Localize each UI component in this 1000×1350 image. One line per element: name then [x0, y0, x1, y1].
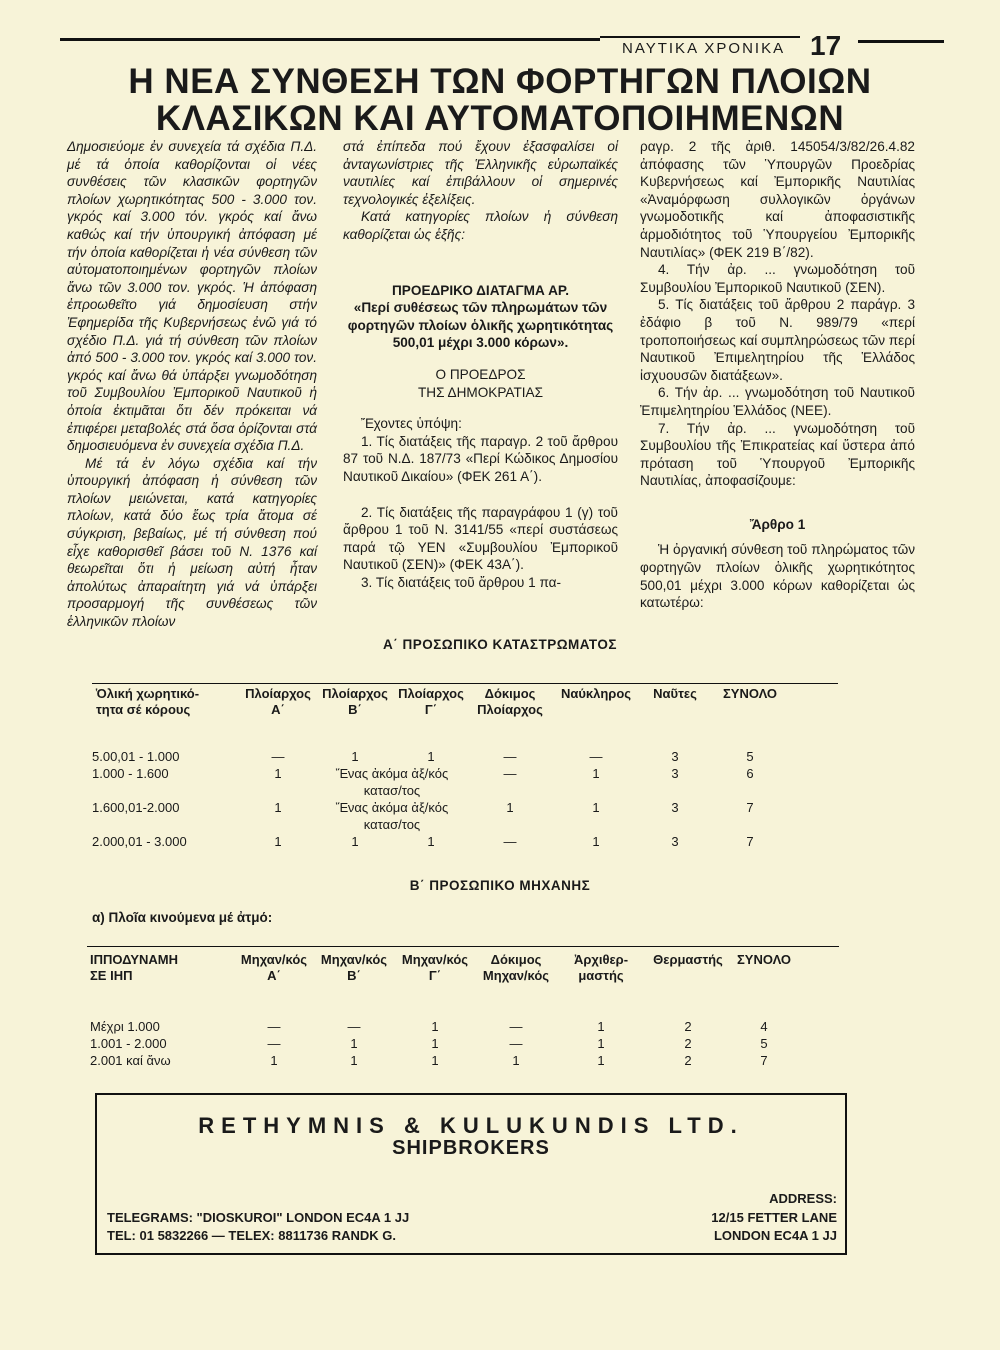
header-captain-a-2: Α΄ — [271, 702, 285, 717]
row-range: 2.001 καί ἄνω — [90, 1053, 171, 1068]
header-engineer-b-2: Β΄ — [347, 968, 361, 983]
table-row — [90, 1052, 838, 1069]
table-row — [92, 799, 838, 833]
cell: — — [503, 749, 517, 764]
header-rule-right — [858, 40, 944, 43]
header-engineer-c: Μηχαν/κός — [401, 952, 469, 967]
president-line-2: ΤΗΣ ΔΗΜΟΚΡΑΤΙΑΣ — [417, 384, 544, 400]
cell-merged: Ἕνας ἀκόμα ἀξ/κός — [335, 766, 449, 781]
cell: — — [509, 1019, 523, 1034]
cell: 5 — [746, 749, 754, 764]
header-horsepower: ΙΠΠΟΔΥΝΑΜΗ — [90, 952, 178, 967]
table-b-title: Β΄ ΠΡΟΣΩΠΙΚΟ ΜΗΧΑΝΗΣ — [409, 878, 591, 893]
cell: 3 — [671, 749, 679, 764]
column-1 — [67, 138, 317, 631]
cell: 1 — [597, 1019, 605, 1034]
cell: — — [589, 749, 603, 764]
decree-item-4: 4. Τήν ἀρ. ... γνωμοδότηση τοῦ Συμβουλίου Ἐμπορικοῦ Ναυτικοῦ (ΣΕΝ). — [640, 262, 915, 295]
row-range: Μέχρι 1.000 — [90, 1019, 160, 1034]
col1-paragraph-1: Δημοσιεύομε ἐν συνεχεία τά σχέδια Π.Δ. μέ τά ὁποία καθορίζονται οἱ νέες συνθέσεις τῶν κλασικῶν φορτηγῶν πλοίων χωρητικότητας 500 - 3.000 τον. γκρός καί 3.000 τόν. γκρός καί ἄνω καθώς καί τήν ὑπουργική ἀπόφαση μέ τήν ὁποία καθορίζεται ἡ νέα σύνθεση τῶν αὐτοματοποιημένων φορτηγῶν πλοίων ἄνω τῶν 3.000 τον. γκρός. Ἡ ἀπόφαση ἐπροωθεῖτο γιά δημοσίευση στήν Ἐφημερίδα τῆς Κυβερνήσεως ἐνῶ γιά τό σχέδιο Π.Δ. γιά τή σύνθεση τῶν πλοίων ἀπό 500 - 3.000 τον. γκρός καί 3.000 τον. γκρός καί ἄνω θά ὑπάρξει γνωμοδότηση τοῦ Συμβουλίου Ἐμπορικοῦ Ναυτικοῦ ἡ ὁποία ἐκτιμᾶται ὅτι δέν πρόκειται νά ἐπιφέρει μεταβολές στά ὅσα ὁρίζονται στά δημοσιευόμενα ἐν συνεχεία σχέδια Π.Δ. — [67, 139, 317, 454]
header-rule-mid — [600, 36, 800, 38]
cell: 1 — [274, 766, 282, 781]
header-total: ΣΥΝΟΛΟ — [722, 686, 778, 701]
column-2 — [343, 138, 618, 591]
cell: — — [267, 1036, 281, 1051]
header-total: ΣΥΝΟΛΟ — [736, 952, 792, 967]
cell: 1 — [350, 1036, 358, 1051]
header-captain-c-2: Γ΄ — [424, 702, 438, 717]
table-a-top-rule — [92, 683, 838, 684]
decree-item-7: 7. Τήν ἀρ. ... γνωμοδότηση τοῦ Συμβουλίου τῆς Ἐπικρατείας καί ὕστερα ἀπό πρόταση τοῦ Ὑπουργοῦ Ἐμπορικῆς Ναυτιλίας, ἀποφασίζουμε: — [640, 420, 915, 489]
decree-subtitle: «Περί συθέσεως τῶν πληρωμάτων τῶν φορτηγῶν πλοίων ὁλικῆς χωρητικότητας 500,01 μέχρι 3.000 κόρων». — [347, 300, 614, 351]
header-engineer-a: Μηχαν/κός — [240, 952, 308, 967]
header-engineer-c-2: Γ΄ — [428, 968, 442, 983]
cell: 2 — [684, 1036, 692, 1051]
cell: 1 — [351, 834, 359, 849]
cell: 1 — [351, 749, 359, 764]
header-boatswain: Ναύκληρος — [560, 686, 632, 701]
ad-address-label: ADDRESS: — [769, 1191, 837, 1206]
decree-item-2: 2. Τίς διατάξεις τῆς παραγράφου 1 (γ) τοῦ ἄρθρου 1 τοῦ Ν. 3141/55 «περί συστάσεως παρά τῷ ΥΕΝ «Συμβουλίου Ἐμπορικοῦ Ναυτικοῦ (ΣΕΝ)» (ΦΕΚ 43Α΄). — [343, 504, 618, 573]
cell: 2 — [684, 1053, 692, 1068]
col1-paragraph-2: Μέ τά ἐν λόγω σχέδια καί τήν ὑπουργική ἀπόφαση ἡ σύνθεση τῶν πλοίων μειώνεται, κατά κατηγορίες πλοίων, κατά δύο ἕως τρία ἄτομα σέ σύγκριση, βεβαίως, μέ τή σύνθεση πού εἶχε καθορισθεῖ βάσει τοῦ Ν. 1376 καί θεωρεῖται ὅτι ἡ μείωση αὐτή ἦταν ἀπολύτως ἀπαραίτητη γιά νά ὑπάρξει προσαρμογή τῆς συνθέσεως τῶν ἑλληνικῶν πλοίων — [67, 455, 317, 630]
cell: 3 — [671, 766, 679, 781]
cell: 1 — [427, 749, 435, 764]
row-range: 1.000 - 1.600 — [92, 766, 169, 781]
header-captain-b-2: Β΄ — [348, 702, 362, 717]
decree-item-6: 6. Τήν ἀρ. ... γνωμοδότηση τοῦ Ναυτικοῦ Ἐπιμελητηρίου Ἑλλάδος (ΝΕΕ). — [640, 385, 915, 418]
title-line-1: Η ΝΕΑ ΣΥΝΘΕΣΗ ΤΩΝ ΦΟΡΤΗΓΩΝ ΠΛΟΙΩΝ — [128, 62, 872, 101]
advertisement-box — [95, 1093, 847, 1255]
row-range: 2.000,01 - 3.000 — [92, 834, 187, 849]
table-a-title: Α΄ ΠΡΟΣΩΠΙΚΟ ΚΑΤΑΣΤΡΩΜΑΤΟΣ — [382, 637, 618, 652]
article-1-title: Ἄρθρο 1 — [749, 516, 806, 532]
cell: 1 — [431, 1053, 439, 1068]
cell: — — [271, 749, 285, 764]
ad-company-name: RETHYMNIS & KULUKUNDIS LTD. — [198, 1113, 744, 1138]
decree-item-1: 1. Τίς διατάξεις τῆς παραγρ. 2 τοῦ ἄρθρου 87 τοῦ Ν.Δ. 187/73 «Περί Κώδικος Δημοσίου Ναυτικοῦ Δικαίου» (ΦΕΚ 261 Α΄). — [343, 433, 618, 484]
cell: 1 — [597, 1053, 605, 1068]
having-considered: Ἔχοντες ὑπόψη: — [361, 416, 462, 432]
header-tonnage-2: τητα σέ κόρους — [96, 702, 191, 717]
cell: 3 — [671, 834, 679, 849]
header-captain-c: Πλοίαρχος — [398, 686, 464, 701]
cell: 3 — [671, 800, 679, 815]
ad-telegrams: TELEGRAMS: "DIOSKUROI" LONDON EC4A 1 JJ — [107, 1210, 410, 1225]
ad-address-line-2: LONDON EC4A 1 JJ — [713, 1228, 837, 1243]
table-b-top-rule — [87, 946, 839, 947]
header-cadet: Δόκιμος — [484, 686, 536, 701]
header-chief-stoker-2: μαστής — [578, 968, 624, 983]
header-captain-a: Πλοίαρχος — [245, 686, 311, 701]
cell: 1 — [270, 1053, 278, 1068]
cell: — — [347, 1019, 361, 1034]
ad-business-type: SHIPBROKERS — [392, 1137, 550, 1159]
table-b-subtitle: α) Πλοῖα κινούμενα μέ ἀτμό: — [92, 910, 273, 925]
cell: 1 — [512, 1053, 520, 1068]
ad-address-line-1: 12/15 FETTER LANE — [711, 1210, 837, 1225]
cell: 2 — [684, 1019, 692, 1034]
cell: 1 — [597, 1036, 605, 1051]
cell: 1 — [431, 1036, 439, 1051]
article-title — [60, 63, 940, 137]
cell: 1 — [350, 1053, 358, 1068]
col2-paragraph-1: στά ἐπίπεδα πού ἔχουν ἐξασφαλίσει οἱ ἀνταγωνίστριες τῆς Ἑλληνικῆς εὐρωπαϊκές ναυτιλίες καί ἐπιβάλλουν οἱ σημερινές τεχνολογικές ἐξελίξεις. — [343, 139, 618, 207]
header-horsepower-2: ΣΕ ΙΗΠ — [90, 968, 133, 983]
header-seamen: Ναῦτες — [653, 686, 697, 701]
cell: 1 — [274, 834, 282, 849]
cell: 5 — [760, 1036, 768, 1051]
page-number: 17 — [810, 30, 842, 61]
cell: 1 — [431, 1019, 439, 1034]
cell: — — [503, 834, 517, 849]
cell: 1 — [592, 834, 600, 849]
cell: 1 — [274, 800, 282, 815]
cell: 7 — [760, 1053, 768, 1068]
cell: 1 — [592, 800, 600, 815]
cell-merged-2: κατασ/τος — [363, 783, 421, 798]
table-row — [92, 748, 838, 765]
title-line-2: ΚΛΑΣΙΚΩΝ ΚΑΙ ΑΥΤΟΜΑΤΟΠΟΙΗΜΕΝΩΝ — [155, 99, 845, 138]
table-b-header-row — [90, 952, 838, 984]
table-b — [90, 952, 838, 1069]
article-1-text: Ἡ ὀργανική σύνθεση τοῦ πληρώματος τῶν φορτηγῶν πλοίων ὁλικῆς χωρητικότητος 500,01 μέχρι 3.000 κόρων καθορίζεται ὡς κατωτέρω: — [640, 542, 915, 611]
table-row — [90, 1035, 838, 1052]
journal-name: ΝΑΥΤΙΚΑ ΧΡΟΝΙΚΑ — [622, 40, 786, 57]
header-engineer-b: Μηχαν/κός — [320, 952, 388, 967]
decree-item-3: 3. Τίς διατάξεις τοῦ ἄρθρου 1 πα- — [361, 574, 562, 590]
cell: — — [267, 1019, 281, 1034]
ad-tel-telex: TEL: 01 5832266 — TELEX: 8811736 RANDK G. — [107, 1228, 397, 1243]
table-a-header-row — [92, 686, 838, 718]
cell-merged-2: κατασ/τος — [363, 817, 421, 832]
row-range: 1.600,01-2.000 — [92, 800, 180, 815]
header-captain-b: Πλοίαρχος — [322, 686, 388, 701]
cell-merged: Ἕνας ἀκόμα ἀξ/κός — [335, 800, 449, 815]
decree-item-5: 5. Τίς διατάξεις τοῦ ἄρθρου 2 παράγρ. 3 ἐδάφιο β τοῦ Ν. 989/79 «περί τροποποιήσεως καί συμπληρώσεως τῶν περί Ναυτικοῦ Ἐπιμελητηρίου τῆς Ἑλλάδος ἰσχυουσῶν διατάξεων». — [640, 297, 915, 383]
header-rule-left — [60, 38, 600, 41]
cell: 7 — [746, 834, 754, 849]
header-cadet-2: Πλοίαρχος — [477, 702, 543, 717]
column-3 — [640, 138, 915, 612]
table-a — [92, 686, 838, 850]
president-line-1: Ο ΠΡΟΕΔΡΟΣ — [435, 366, 526, 382]
table-row — [92, 833, 838, 850]
cell: 7 — [746, 800, 754, 815]
col2-paragraph-2: Κατά κατηγορίες πλοίων ἡ σύνθεση καθορίζεται ὡς ἑξῆς: — [343, 209, 618, 242]
header-chief-stoker: Ἀρχιθερ- — [573, 952, 629, 967]
decree-title: ΠΡΟΕΔΡΙΚΟ ΔΙΑΤΑΓΜΑ ΑΡ. — [391, 282, 570, 298]
cell: 6 — [746, 766, 754, 781]
row-range: 5.00,01 - 1.000 — [92, 749, 180, 764]
header-stoker: Θερμαστής — [653, 952, 723, 967]
col3-paragraph-1: ραγρ. 2 τῆς ἀριθ. 145054/3/82/26.4.82 ἀπόφασης τῶν Ὑπουργῶν Προεδρίας Κυβερνήσεως καί Ἐμπορικῆς Ναυτιλίας «Ἀναμόρφωση συλλογικῶν ὀργάνων γνωμοδοτικῆς καί ἀποφασιστικῆς ἁρμοδιότητος τοῦ Ὑπουργείου Ἐμπορικῆς Ναυτιλίας» (ΦΕΚ 219 Β΄/82). — [640, 139, 915, 260]
cell: 1 — [592, 766, 600, 781]
table-row — [92, 765, 838, 799]
header-cadet-engineer: Δόκιμος — [490, 952, 542, 967]
header-tonnage: Ὁλική χωρητικό- — [96, 686, 200, 701]
cell: — — [503, 766, 517, 781]
cell: 1 — [506, 800, 514, 815]
cell: — — [509, 1036, 523, 1051]
header-cadet-engineer-2: Μηχαν/κός — [482, 968, 550, 983]
table-row — [90, 1018, 838, 1035]
header-engineer-a-2: Α΄ — [267, 968, 281, 983]
cell: 1 — [427, 834, 435, 849]
cell: 4 — [760, 1019, 768, 1034]
row-range: 1.001 - 2.000 — [90, 1036, 167, 1051]
